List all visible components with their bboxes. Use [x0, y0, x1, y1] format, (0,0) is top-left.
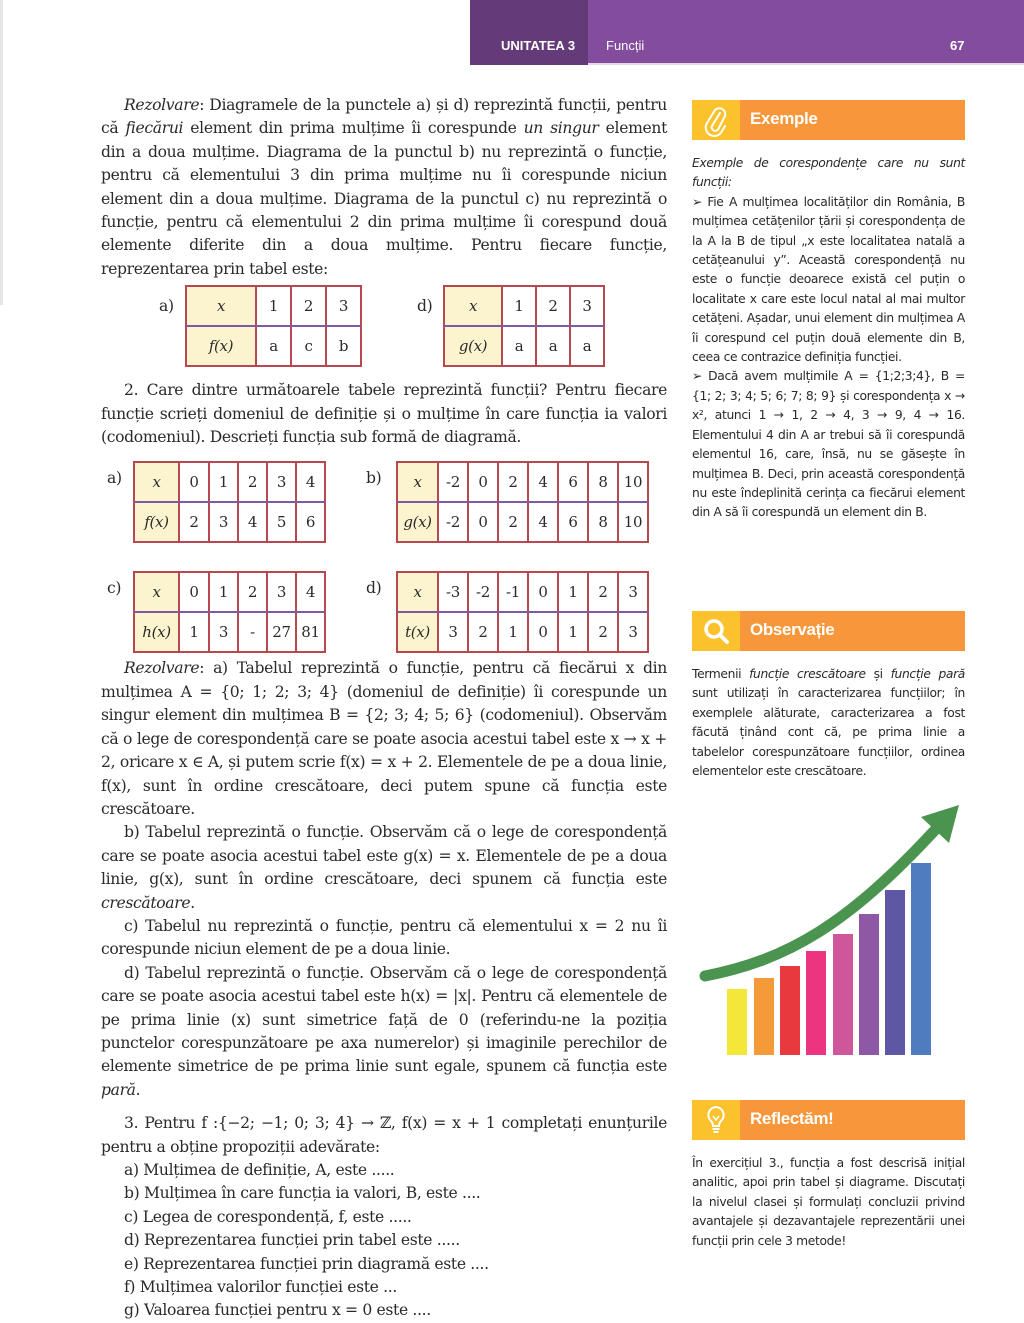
table-header-cell: x [134, 462, 179, 502]
table-cell: 3 [570, 286, 604, 326]
observation-text [692, 665, 965, 781]
table-header-cell: f(x) [134, 502, 179, 542]
table-cell: 5 [267, 502, 296, 542]
table-cell: 2 [238, 572, 267, 612]
table-header-cell: g(x) [397, 502, 438, 542]
chapter-title: Funcții [606, 38, 645, 53]
table-label: d) [366, 579, 382, 598]
exercise-table-b [396, 461, 649, 543]
examples-title: Exemple [750, 109, 818, 128]
table-cell: 27 [267, 612, 296, 652]
resolution-label: Rezolvare [124, 96, 200, 114]
table-cell: 4 [296, 462, 325, 502]
page-number: 67 [950, 38, 965, 53]
exercise-2-tables [101, 449, 667, 657]
text: element din prima mulțime îi corespunde [183, 119, 524, 138]
table-cell: 3 [438, 612, 468, 652]
table-header-cell: x [444, 286, 502, 326]
table-cell: 3 [618, 572, 648, 612]
table-cell: 6 [558, 462, 588, 502]
resolution-paragraph-2b [101, 821, 667, 915]
exercise-table-d [396, 571, 649, 653]
table-cell: 0 [468, 502, 498, 542]
table-cell: 3 [209, 612, 238, 652]
table-cell: 3 [209, 502, 238, 542]
table-label: a) [107, 469, 122, 488]
table-cell: 1 [256, 286, 291, 326]
table-cell: 3 [326, 286, 361, 326]
magnifier-icon [692, 611, 740, 651]
text: b) Tabelul reprezintă o funcție. Observăm că o lege de corespondență care se poate asocia acestui tabel este g(x) = x. Elementele de pe a doua linie, g(x), sunt în ordine crescătoare, deci spunem că funcția este [101, 823, 667, 889]
table-label: d) [417, 297, 433, 316]
main-column [101, 94, 667, 1323]
table-cell: -1 [498, 572, 528, 612]
resolution-paragraph-1 [101, 94, 667, 281]
exercise-3-intro: 3. Pentru f :{−2; −1; 0; 3; 4} → ℤ, f(x) = x + 1 completați enunțurile pentru a obține propoziții adevărate: [101, 1114, 667, 1156]
table-header-cell: x [186, 286, 256, 326]
emphasis: crescătoare [101, 893, 191, 912]
solution-tables [101, 281, 667, 379]
observation-box [692, 611, 965, 781]
paperclip-icon [692, 100, 740, 140]
table-cell: -2 [438, 462, 468, 502]
text: : a) Tabelul reprezintă o funcție, pentru că fiecărui x din mulțimea A = {0; 1; 2; 3; 4} (domeniul de definiție) îi corespunde un singur element din mulțimea B = {2; 3; 4; 5; 6} (codomeniul). Observăm că o lege de corespondență care se poate asocia acestui tabel este x → x + 2, oricare x ∈ A, și putem scrie f(x) = x + 2. Elementele de pe a doua linie, f(x), sunt în ordine crescătoare, deci putem spune că funcția este crescătoare. [101, 659, 667, 818]
table-cell: 0 [179, 462, 209, 502]
function-table-f [185, 285, 362, 367]
table-cell: 0 [528, 612, 558, 652]
page-edge-shadow [0, 0, 3, 305]
table-cell: 2 [179, 502, 209, 542]
table-cell: 2 [588, 612, 618, 652]
table-cell: 2 [498, 462, 528, 502]
examples-intro [692, 154, 965, 193]
page-header [470, 0, 1024, 65]
table-cell: -2 [468, 572, 498, 612]
table-cell: b [326, 326, 361, 366]
resolution-paragraph-2c: c) Tabelul nu reprezintă o funcție, pentru că elementului x = 2 nu îi corespunde niciun element de pe a doua linie. [101, 916, 667, 959]
table-header-cell: x [397, 462, 438, 502]
lightbulb-icon [692, 1100, 740, 1140]
reflection-box [692, 1100, 965, 1251]
table-cell: a [502, 326, 536, 366]
table-cell: 2 [536, 286, 570, 326]
text: d) Tabelul reprezintă o funcție. Observăm că o lege de corespondență care se poate asocia acestui tabel este h(x) = |x|. Pentru că elementele de pe prima linie (x) sunt simetrice față de 0 (referindu-ne la poziția punctelor corespunzătoare pe axa numerelor) și imaginile perechilor de elemente simetrice de pe prima linie sunt egale, spunem că funcția este [101, 963, 667, 1076]
example-item-1: ➢ Fie A mulțimea localităților din România, B mulțimea cetățenilor țării și corespondența de la A la B de tipul „x este localitatea natală a cetățeanului y”. Această corespondență nu este o funcție deoarece există cel puțin o localitate x care este locul natal al mai multor cetățeni. Așadar, unui element din mulțimea A îi corespund cel puțin două elemente din B, ceea ce contrazice definiția funcției. [692, 194, 965, 365]
text: Exemple de corespondențe care nu sunt funcții: [692, 156, 965, 190]
text: element din a doua mulțime. Diagrama de la punctul b) nu reprezintă o funcție, pentru că elementului 3 din prima mulțime nu îi corespunde niciun element din a doua mulțime. Diagrama de la punctul c) nu reprezintă o funcție, pentru că elementului 2 din prima mulțime îi corespund două elemente diferite din a doua mulțime. Pentru fiecare funcție, reprezentarea prin tabel este: [101, 119, 667, 278]
table-cell: 10 [618, 462, 648, 502]
table-header-cell: g(x) [444, 326, 502, 366]
growth-bar-chart-illustration [697, 795, 967, 1060]
table-cell: a [256, 326, 291, 366]
text: : Diagramele de la punctele a) și d) reprezintă funcții, pentru că [101, 96, 667, 138]
resolution-label: Rezolvare [124, 659, 200, 678]
table-cell: 6 [296, 502, 325, 542]
table-cell: 2 [588, 572, 618, 612]
table-cell: 4 [528, 462, 558, 502]
table-cell: -3 [438, 572, 468, 612]
table-cell: c [291, 326, 326, 366]
resolution-paragraph-2a [101, 657, 667, 821]
exercise-3-item: b) Mulțimea în care funcția ia valori, B, este .... [124, 1184, 481, 1203]
table-cell: 1 [558, 572, 588, 612]
table-cell: 0 [468, 462, 498, 502]
exercise-table-c [133, 571, 326, 653]
reflection-header [692, 1100, 965, 1140]
emphasis: funcție pară [890, 667, 965, 681]
text: . [190, 893, 195, 912]
table-header-cell: h(x) [134, 612, 179, 652]
exercise-3-item: c) Legea de corespondență, f, este ..... [124, 1207, 412, 1226]
table-cell: 3 [267, 572, 296, 612]
table-cell: 2 [468, 612, 498, 652]
exercise-3-item: f) Mulțimea valorilor funcției este ... [124, 1278, 397, 1297]
text: sunt utilizați în caracterizarea funcțiilor; în exemplele alăturate, caracterizarea a fost făcută ținând cont că, pe prima linie a tabelelor corespunzătoare funcțiilor, ordinea elementelor este crescătoare. [692, 686, 965, 779]
table-label: b) [366, 469, 382, 488]
emphasis: un singur [523, 119, 599, 138]
table-header-cell: x [134, 572, 179, 612]
examples-box [692, 100, 965, 523]
table-cell: - [238, 612, 267, 652]
table-cell: 4 [296, 572, 325, 612]
exercise-3-item: e) Reprezentarea funcției prin diagramă este .... [124, 1254, 489, 1273]
observation-header [692, 611, 965, 651]
unit-label: UNITATEA 3 [470, 0, 588, 65]
table-cell: 0 [528, 572, 558, 612]
emphasis: pară [101, 1080, 136, 1099]
reflection-text: În exercițiul 3., funcția a fost descrisă inițial analitic, apoi prin tabel și diagrame. Discutați la nivelul clasei și formulați concluzii privind avantajele și dezavantajele reprezentării unei funcții prin cele 3 metode! [692, 1156, 965, 1248]
example-item-2: ➢ Dacă avem mulțimile A = {1;2;3;4}, B = {1; 2; 3; 4; 5; 6; 7; 8; 9} și corespondența x → x², atunci 1 → 1, 2 → 4, 3 → 9, 4 → 16. Elementului 4 din A ar trebui să îi corespundă elementul 16, care, însă, nu se găsește în mulțimea B. Deci, prin această corespondență nu este îndeplinită cerința ca fiecărui element din A să îi corespundă un element din B. [692, 369, 965, 520]
table-cell: 1 [209, 572, 238, 612]
examples-header [692, 100, 965, 140]
exercise-3-item: d) Reprezentarea funcției prin tabel este ..... [124, 1231, 460, 1250]
emphasis: funcție crescătoare [749, 667, 866, 681]
table-cell: 4 [238, 502, 267, 542]
function-table-g [443, 285, 605, 367]
table-label: c) [107, 579, 122, 598]
table-cell: 2 [238, 462, 267, 502]
table-cell: 1 [502, 286, 536, 326]
table-cell: 6 [558, 502, 588, 542]
table-label: a) [159, 297, 174, 316]
table-cell: a [536, 326, 570, 366]
table-cell: 2 [498, 502, 528, 542]
text: Termenii [692, 667, 750, 681]
exercise-table-a [133, 461, 326, 543]
table-cell: 3 [618, 612, 648, 652]
text: . [135, 1080, 141, 1099]
table-cell: 1 [209, 462, 238, 502]
table-header-cell: f(x) [186, 326, 256, 366]
resolution-paragraph-2d [101, 962, 667, 1102]
table-header-cell: x [397, 572, 438, 612]
table-cell: 8 [588, 462, 618, 502]
table-cell: 10 [618, 502, 648, 542]
table-cell: 81 [296, 612, 325, 652]
table-cell: 2 [291, 286, 326, 326]
text: și [865, 667, 891, 681]
table-header-cell: t(x) [397, 612, 438, 652]
table-cell: 1 [558, 612, 588, 652]
exercise-3-item: g) Valoarea funcției pentru x = 0 este .... [124, 1301, 431, 1320]
table-cell: 0 [179, 572, 209, 612]
exercise-2: 2. Care dintre următoarele tabele reprezintă funcții? Pentru fiecare funcție scrieți domeniul de definiție și o mulțime în care funcția ia valori (codomeniul). Descrieți funcția sub formă de diagramă. [101, 381, 667, 447]
emphasis: fiecărui [125, 119, 184, 138]
reflection-title: Reflectăm! [750, 1109, 834, 1128]
table-cell: 1 [179, 612, 209, 652]
observation-title: Observație [750, 620, 835, 639]
table-cell: 4 [528, 502, 558, 542]
exercise-3-item: a) Mulțimea de definiție, A, este ..... [124, 1161, 395, 1179]
table-cell: 3 [267, 462, 296, 502]
table-cell: 8 [588, 502, 618, 542]
table-cell: a [570, 326, 604, 366]
table-cell: -2 [438, 502, 468, 542]
table-cell: 1 [498, 612, 528, 652]
